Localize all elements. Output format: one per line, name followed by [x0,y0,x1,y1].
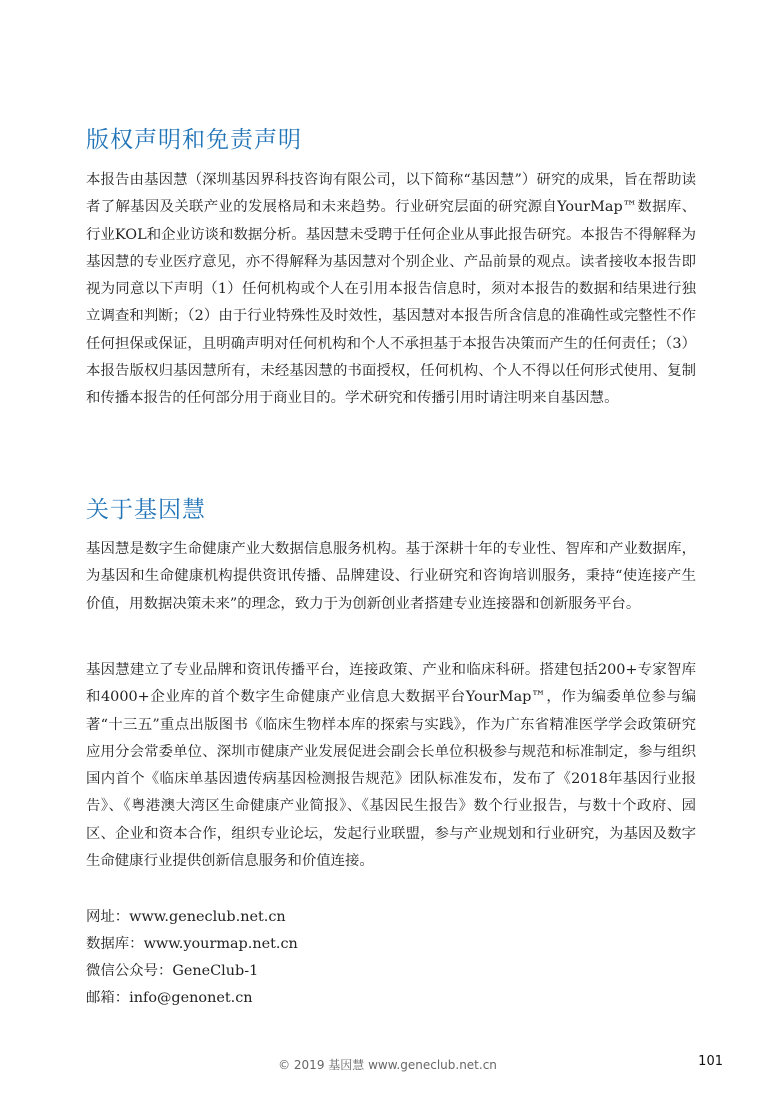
about-paragraph-2: 基因慧建立了专业品牌和资讯传播平台，连接政策、产业和临床科研。搭建包括200+专家智库和4000+企业库的首个数字生命健康产业信息大数据平台YourMap™，作为编委单位参与编著“十三五”重点出版图书《临床生物样本库的探索与实践》，作为广东省精准医学学会政策研究应用分会常委单位、深圳市健康产业发展促进会副会长单位积极参与规范和标准制定，参与组织国内首个《临床单基因遗传病基因检测报告规范》团队标准发布，发布了《2018年基因行业报告》、《粤港澳大湾区生命健康产业简报》、《基因民生报告》数个行业报告，与数十个政府、园区、企业和资本合作，组织专业论坛，发起行业联盟，参与产业规划和行业研究，为基因及数字生命健康行业提供创新信息服务和价值连接。 [86,662,696,870]
contact-wechat: 微信公众号：GeneClub-1 [86,963,259,979]
contact-list [86,904,298,1012]
contact-database: 数据库：www.yourmap.net.cn [86,936,298,952]
page-footer: © 2019 基因慧 www.geneclub.net.cn [278,1058,497,1072]
section-title-disclaimer: 版权声明和免责声明 [86,127,302,153]
contact-email: 邮箱：info@genonet.cn [86,990,253,1006]
about-paragraph-1: 基因慧是数字生命健康产业大数据信息服务机构。基于深耕十年的专业性、智库和产业数据库，为基因和生命健康机构提供资讯传播、品牌建设、行业研究和咨询培训服务，秉持“使连接产生价值，用数据决策未来”的理念，致力于为创新创业者搭建专业连接器和创新服务平台。 [86,541,696,612]
section-title-about: 关于基因慧 [86,497,206,523]
disclaimer-paragraph: 本报告由基因慧（深圳基因界科技咨询有限公司，以下简称“基因慧”）研究的成果，旨在帮助读者了解基因及关联产业的发展格局和未来趋势。行业研究层面的研究源自YourMap™数据库、行业KOL和企业访谈和数据分析。基因慧未受聘于任何企业从事此报告研究。本报告不得解释为基因慧的专业医疗意见，亦不得解释为基因慧对个别企业、产品前景的观点。读者接收本报告即视为同意以下声明（1）任何机构或个人在引用本报告信息时，须对本报告的数据和结果进行独立调查和判断；（2）由于行业特殊性及时效性，基因慧对本报告所含信息的准确性或完整性不作任何担保或保证，且明确声明对任何机构和个人不承担基于本报告决策而产生的任何责任；（3）本报告版权归基因慧所有，未经基因慧的书面授权，任何机构、个人不得以任何形式使用、复制和传播本报告的任何部分用于商业目的。学术研究和传播引用时请注明来自基因慧。 [86,172,696,407]
contact-website: 网址：www.geneclub.net.cn [86,909,286,925]
page-number: 101 [698,1054,723,1069]
